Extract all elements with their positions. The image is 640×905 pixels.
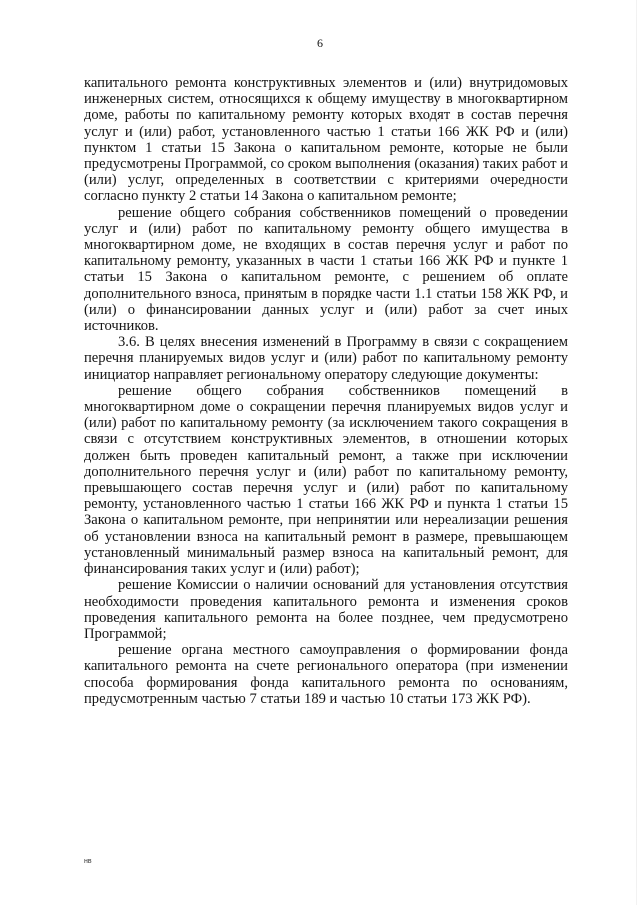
footer-initials: нв	[84, 858, 92, 865]
scan-edge-line	[636, 0, 637, 905]
paragraph-6: решение органа местного самоуправления о формировании фонда капитального ремонта на счете регионального оператора (при изменении способа формирования фонда капитального ремонта по основаниям, предусмотренным частью 7 статьи 189 и частью 10 статьи 173 ЖК РФ).	[84, 642, 568, 707]
paragraph-3: 3.6. В целях внесения изменений в Программу в связи с сокращением перечня планируемых видов услуг и (или) работ по капитальному ремонту инициатор направляет региональному оператору следующие документы:	[84, 334, 568, 383]
paragraph-1: капитального ремонта конструктивных элементов и (или) внутридомовых инженерных систем, относящихся к общему имуществу в многоквартирном доме, работы по капитальному ремонту которых входят в состав перечня услуг и (или) работ, установленного частью 1 статьи 166 ЖК РФ и (или) пунктом 1 статьи 15 Закона о капитальном ремонте, которые не были предусмотрены Программой, со сроком выполнения (оказания) таких работ и (или) услуг, определенных в соответствии с критериями очередности согласно пункту 2 статьи 14 Закона о капитальном ремонте;	[84, 75, 568, 205]
paragraph-4: решение общего собрания собственников помещений в многоквартирном доме о сокращении перечня планируемых видов услуг и (или) работ по капитальному ремонту (за исключением такого сокращения в связи с отсутствием конструктивных элементов, в отношении которых должен быть проведен капитальный ремонт, а также при исключении дополнительного перечня услуг и (или) работ по капитальному ремонту, превышающего состав перечня услуг и (или) работ по капитальному ремонту, установленного частью 1 статьи 166 ЖК РФ и пункта 1 статьи 15 Закона о капитальном ремонте, при непринятии или нереализации решения об установлении взноса на капитальный ремонт в размере, превышающем установленный минимальный размер взноса на капитальный ремонт, для финансирования таких услуг и (или) работ);	[84, 382, 568, 578]
page-number: 6	[317, 36, 323, 50]
paragraph-5: решение Комиссии о наличии оснований для установления отсутствия необходимости проведения капитального ремонта и изменения сроков проведения капитального ремонта на более позднее, чем предусмотрено Программой;	[84, 577, 568, 642]
paragraph-2: решение общего собрания собственников помещений о проведении услуг и (или) работ по капитальному ремонту общего имущества в многоквартирном доме, не входящих в состав перечня услуг и работ по капитальному ремонту, указанных в части 1 статьи 166 ЖК РФ и пункте 1 статьи 15 Закона о капитальном ремонте, с решением об оплате дополнительного взноса, принятым в порядке части 1.1 статьи 158 ЖК РФ, и (или) о финансировании данных услуг и (или) работ за счет иных источников.	[84, 204, 568, 335]
document-body	[84, 75, 568, 707]
